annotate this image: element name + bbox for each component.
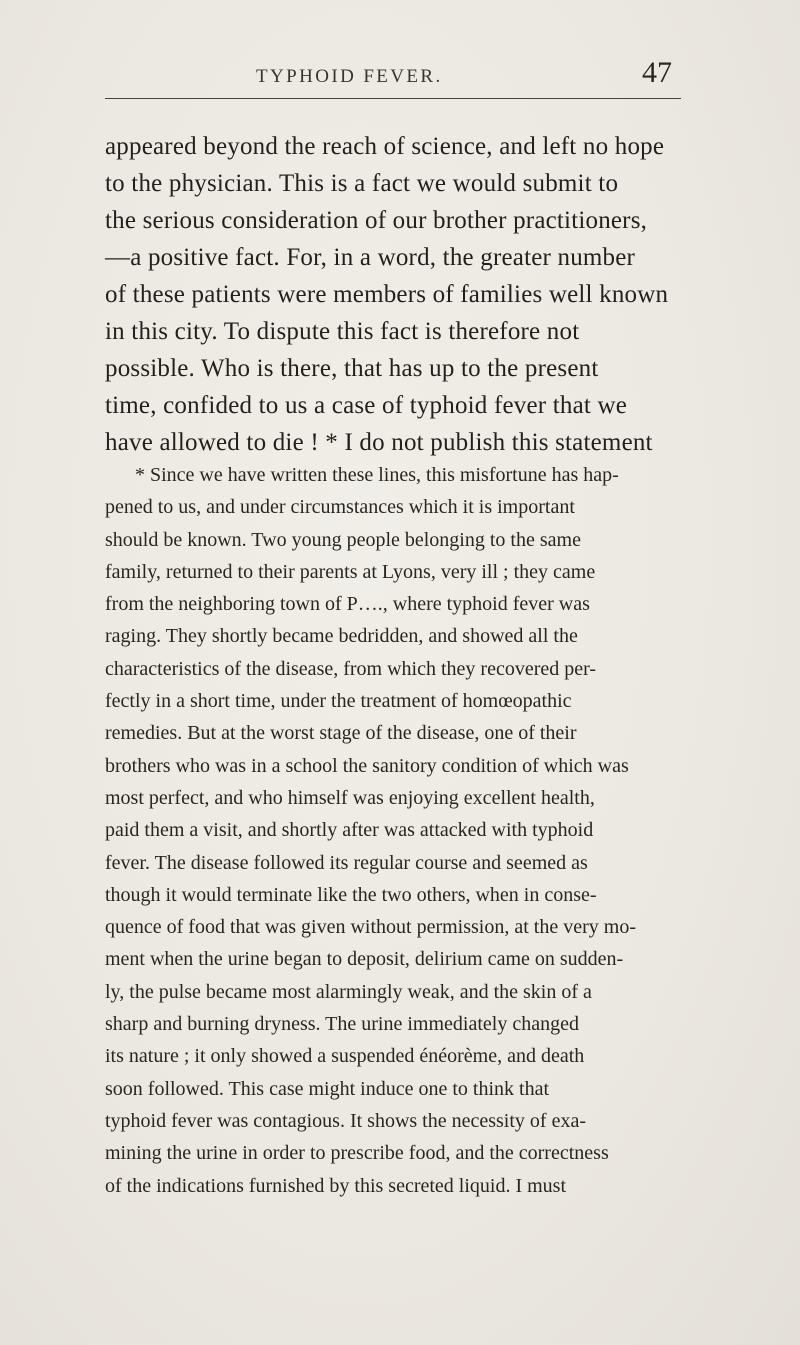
footnote-line: fever. The disease followed its regular course and seemed as	[105, 851, 588, 874]
footnote-line: ment when the urine began to deposit, delirium came on sudden-	[105, 948, 624, 971]
body-line: the serious consideration of our brother practitioners,	[105, 207, 648, 234]
body-line: —a positive fact. For, in a word, the greater number	[105, 244, 636, 271]
footnote-line: though it would terminate like the two others, when in conse-	[105, 883, 597, 906]
footnote-line: characteristics of the disease, from which they recovered per-	[105, 657, 597, 680]
footnote-line: sharp and burning dryness. The urine immediately changed	[105, 1013, 579, 1036]
footnote-line: fectly in a short time, under the treatment of homœopathic	[105, 690, 572, 713]
page-number: 47	[642, 56, 672, 89]
footnote-line: from the neighboring town of P…., where typhoid fever was	[105, 593, 590, 616]
running-title: TYPHOID FEVER.	[256, 66, 443, 87]
header-rule	[105, 98, 681, 99]
footnote-line: typhoid fever was contagious. It shows the necessity of exa-	[105, 1109, 586, 1132]
body-line: possible. Who is there, that has up to the present	[105, 355, 599, 382]
footnote-line: raging. They shortly became bedridden, and showed all the	[105, 625, 578, 648]
main-text	[105, 128, 685, 461]
body-line: to the physician. This is a fact we would submit to	[105, 170, 619, 197]
body-line: time, confided to us a case of typhoid fever that we	[105, 392, 628, 419]
footnote-line: should be known. Two young people belonging to the same	[105, 528, 581, 551]
footnote-line: family, returned to their parents at Lyons, very ill ; they came	[105, 560, 596, 583]
footnote-line: ly, the pulse became most alarmingly weak, and the skin of a	[105, 980, 592, 1003]
footnote-line: soon followed. This case might induce one to think that	[105, 1077, 550, 1100]
footnote-line: mining the urine in order to prescribe food, and the correctness	[105, 1142, 609, 1165]
footnote-line: * Since we have written these lines, this misfortune has hap-	[135, 464, 619, 486]
footnote-line: remedies. But at the worst stage of the disease, one of their	[105, 722, 577, 745]
body-line: have allowed to die ! * I do not publish this statement	[105, 429, 653, 456]
page-header	[0, 56, 800, 94]
footnote-line: brothers who was in a school the sanitory condition of which was	[105, 754, 629, 777]
body-line: in this city. To dispute this fact is therefore not	[105, 318, 580, 345]
body-line: appeared beyond the reach of science, and left no hope	[105, 133, 665, 160]
footnote-line: most perfect, and who himself was enjoying excellent health,	[105, 786, 595, 809]
footnote-line: its nature ; it only showed a suspended énéorème, and death	[105, 1045, 585, 1068]
footnote-line: of the indications furnished by this secreted liquid. I must	[105, 1174, 567, 1197]
footnote	[105, 459, 685, 1202]
footnote-line: quence of food that was given without permission, at the very mo-	[105, 916, 636, 939]
footnote-line: pened to us, and under circumstances which it is important	[105, 496, 575, 519]
body-line: of these patients were members of families well known	[105, 281, 669, 308]
footnote-line: paid them a visit, and shortly after was attacked with typhoid	[105, 819, 594, 842]
